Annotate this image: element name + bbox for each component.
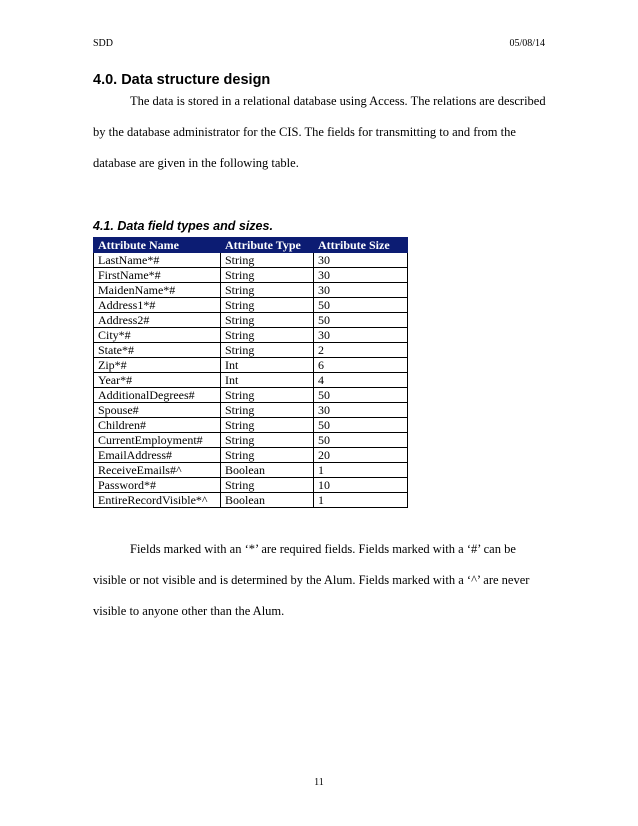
cell-size: 50 [314, 298, 408, 313]
table-row [94, 448, 408, 463]
cell-type: String [221, 433, 314, 448]
cell-name: FirstName*# [94, 268, 221, 283]
cell-name: Password*# [94, 478, 221, 493]
section-paragraph [93, 86, 548, 179]
table-row [94, 298, 408, 313]
cell-name: Spouse# [94, 403, 221, 418]
table-row [94, 418, 408, 433]
cell-type: String [221, 328, 314, 343]
cell-type: Boolean [221, 493, 314, 508]
table-row [94, 313, 408, 328]
table-row [94, 268, 408, 283]
cell-name: Address1*# [94, 298, 221, 313]
cell-size: 1 [314, 463, 408, 478]
cell-name: EmailAddress# [94, 448, 221, 463]
cell-type: Int [221, 358, 314, 373]
cell-size: 50 [314, 388, 408, 403]
column-header-size: Attribute Size [314, 238, 408, 253]
column-header-name: Attribute Name [94, 238, 221, 253]
cell-size: 4 [314, 373, 408, 388]
cell-name: ReceiveEmails#^ [94, 463, 221, 478]
header-left: SDD [93, 38, 114, 49]
cell-size: 30 [314, 283, 408, 298]
cell-type: String [221, 313, 314, 328]
cell-name: LastName*# [94, 253, 221, 268]
cell-type: String [221, 298, 314, 313]
cell-type: String [221, 253, 314, 268]
cell-type: String [221, 448, 314, 463]
cell-type: String [221, 343, 314, 358]
cell-type: String [221, 388, 314, 403]
cell-name: Address2# [94, 313, 221, 328]
table-row [94, 253, 408, 268]
section-paragraph-text: The data is stored in a relational database using Access. The relations are described by the database administrator for the CIS. The fields for transmitting to and from the database are given in the following table. [93, 94, 546, 170]
cell-name: State*# [94, 343, 221, 358]
cell-size: 50 [314, 313, 408, 328]
cell-size: 2 [314, 343, 408, 358]
note-paragraph-text: Fields marked with an ‘*’ are required fields. Fields marked with a ‘#’ can be visible or not visible and is determined by the Alum. Fields marked with a ‘^’ are never visible to anyone other than the Alum. [93, 542, 530, 618]
table-row [94, 343, 408, 358]
note-paragraph [93, 534, 548, 627]
cell-name: MaidenName*# [94, 283, 221, 298]
table-row [94, 388, 408, 403]
table-row [94, 493, 408, 508]
table-row [94, 478, 408, 493]
header-date: 05/08/14 [509, 38, 545, 49]
cell-name: AdditionalDegrees# [94, 388, 221, 403]
cell-name: Zip*# [94, 358, 221, 373]
table-row [94, 403, 408, 418]
column-header-type: Attribute Type [221, 238, 314, 253]
cell-name: City*# [94, 328, 221, 343]
cell-size: 6 [314, 358, 408, 373]
cell-type: String [221, 283, 314, 298]
table-row [94, 373, 408, 388]
table-row [94, 358, 408, 373]
cell-size: 30 [314, 328, 408, 343]
cell-type: String [221, 403, 314, 418]
cell-size: 10 [314, 478, 408, 493]
page-number: 11 [314, 777, 324, 788]
cell-size: 30 [314, 268, 408, 283]
cell-name: EntireRecordVisible*^ [94, 493, 221, 508]
cell-type: Boolean [221, 463, 314, 478]
cell-name: Year*# [94, 373, 221, 388]
table-row [94, 463, 408, 478]
table-row [94, 433, 408, 448]
table-body [94, 253, 408, 508]
cell-size: 30 [314, 403, 408, 418]
cell-type: String [221, 268, 314, 283]
cell-size: 50 [314, 418, 408, 433]
table-header-row [94, 238, 408, 253]
cell-type: String [221, 418, 314, 433]
cell-size: 1 [314, 493, 408, 508]
cell-type: String [221, 478, 314, 493]
cell-size: 30 [314, 253, 408, 268]
subsection-title: 4.1. Data field types and sizes. [93, 219, 273, 233]
table-row [94, 328, 408, 343]
cell-name: CurrentEmployment# [94, 433, 221, 448]
section-title: 4.0. Data structure design [93, 72, 271, 88]
data-field-table [93, 237, 408, 508]
cell-type: Int [221, 373, 314, 388]
cell-size: 50 [314, 433, 408, 448]
cell-size: 20 [314, 448, 408, 463]
cell-name: Children# [94, 418, 221, 433]
table-row [94, 283, 408, 298]
